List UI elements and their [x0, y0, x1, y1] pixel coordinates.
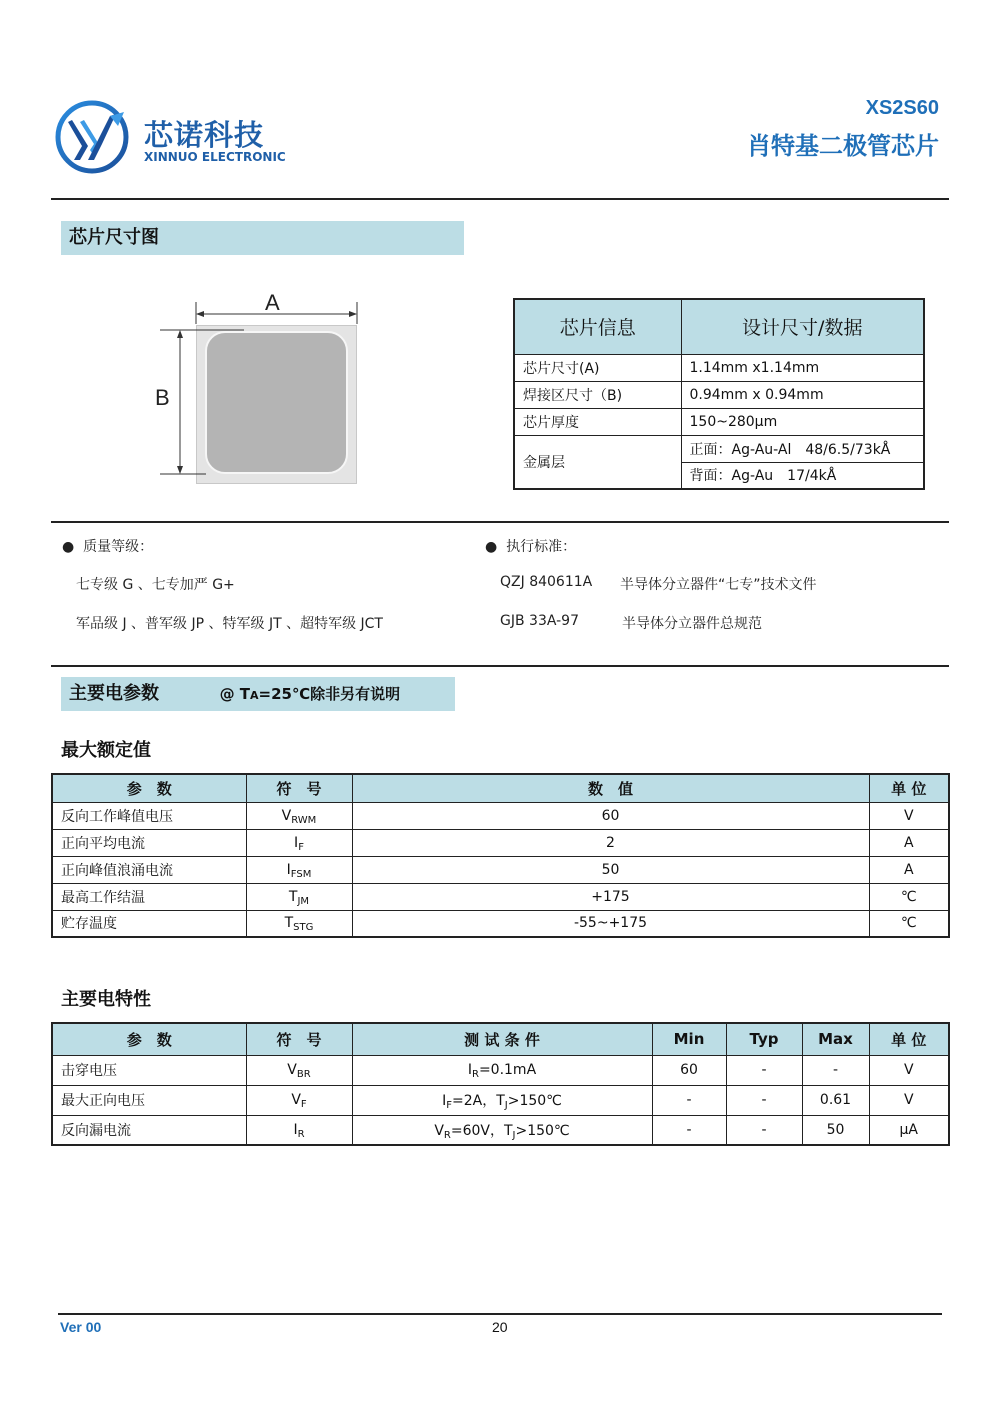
- param-name: 正向峰值浪涌电流: [52, 856, 246, 883]
- thickness-label: 芯片厚度: [514, 408, 681, 435]
- max-ratings-title: 最大额定值: [61, 740, 151, 761]
- company-logo-icon: [54, 100, 130, 174]
- electrical-title: 主要电参数: [69, 683, 159, 704]
- section-divider: [51, 665, 949, 667]
- header-param: 参 数: [52, 774, 246, 802]
- chip-section-title: 芯片尺寸图: [61, 221, 464, 255]
- param-name: 反向工作峰值电压: [52, 802, 246, 829]
- param-unit: ℃: [869, 910, 949, 937]
- param-condition: $I_F=2A$，$T_J>150℃$: [352, 1085, 652, 1115]
- model-number: XS2S60: [865, 97, 939, 119]
- header-min: Min: [652, 1023, 726, 1055]
- param-value: 50: [352, 856, 869, 883]
- brand-name-en: XINNUO ELECTRONIC: [144, 150, 286, 164]
- param-symbol: $I_R$: [246, 1115, 352, 1145]
- electrical-condition: @ TA=25℃除非另有说明: [219, 685, 401, 703]
- table-row: [52, 856, 949, 883]
- table-row: [52, 1085, 949, 1115]
- param-min: 60: [652, 1055, 726, 1085]
- standard-code-1: QZJ 840611A: [500, 574, 593, 590]
- quality-title: 质量等级：: [83, 539, 154, 555]
- param-value: 60: [352, 802, 869, 829]
- characteristics-title: 主要电特性: [61, 989, 151, 1010]
- header-value: 数 值: [352, 774, 869, 802]
- metal-front-value: 正面：Ag-Au-Al 48/6.5/73kÅ: [681, 435, 924, 462]
- chip-info-header-label: 芯片信息: [514, 299, 681, 354]
- page-number: 20: [492, 1319, 508, 1335]
- param-unit: A: [869, 829, 949, 856]
- quality-line-2: 军品级 J 、普军级 JP 、特军级 JT 、超特军级 JCT: [76, 616, 383, 632]
- param-symbol: $V_{RWM}$: [246, 802, 352, 829]
- standards-heading: [485, 536, 576, 556]
- param-min: -: [652, 1115, 726, 1145]
- thickness-value: 150~280μm: [681, 408, 924, 435]
- param-symbol: $T_{JM}$: [246, 883, 352, 910]
- header-condition: 测 试 条 件: [352, 1023, 652, 1055]
- param-symbol: $V_{BR}$: [246, 1055, 352, 1085]
- param-condition: $V_R=60V$，$T_J>150℃$: [352, 1115, 652, 1145]
- brand-name-cn: 芯诺科技: [144, 118, 265, 152]
- param-typ: -: [726, 1055, 802, 1085]
- param-name: 贮存温度: [52, 910, 246, 937]
- param-max: -: [802, 1055, 869, 1085]
- standard-desc-1: 半导体分立器件“七专”技术文件: [620, 577, 817, 593]
- chip-size-value: 1.14mm x1.14mm: [681, 354, 924, 381]
- table-row: [52, 802, 949, 829]
- header-typ: Typ: [726, 1023, 802, 1055]
- param-symbol: $I_F$: [246, 829, 352, 856]
- header-unit: 单 位: [869, 774, 949, 802]
- bullet-icon: ●: [485, 539, 498, 555]
- param-max: 50: [802, 1115, 869, 1145]
- param-symbol: $I_{FSM}$: [246, 856, 352, 883]
- param-unit: ℃: [869, 883, 949, 910]
- param-value: 2: [352, 829, 869, 856]
- header-divider: [51, 198, 949, 200]
- table-row: [514, 435, 924, 462]
- chip-info-table: [513, 298, 925, 490]
- param-max: 0.61: [802, 1085, 869, 1115]
- chip-info-header-value: 设计尺寸/数据: [681, 299, 924, 354]
- table-row: [514, 381, 924, 408]
- param-symbol: $V_F$: [246, 1085, 352, 1115]
- header-max: Max: [802, 1023, 869, 1055]
- metal-layer-label: 金属层: [514, 435, 681, 489]
- param-name: 击穿电压: [52, 1055, 246, 1085]
- param-symbol: $T_{STG}$: [246, 910, 352, 937]
- product-name: 肖特基二极管芯片: [747, 132, 939, 160]
- table-row: [52, 829, 949, 856]
- param-name: 正向平均电流: [52, 829, 246, 856]
- standard-code-2: GJB 33A-97: [500, 613, 579, 629]
- param-typ: -: [726, 1115, 802, 1145]
- pad-size-label: 焊接区尺寸（B): [514, 381, 681, 408]
- table-row: [52, 910, 949, 937]
- standard-desc-2: 半导体分立器件总规范: [622, 616, 762, 632]
- electrical-section-title: [61, 677, 455, 711]
- quality-line-1: 七专级 G 、七专加严 G+: [76, 577, 235, 593]
- dimension-a-label: A: [265, 290, 280, 315]
- param-name: 最大正向电压: [52, 1085, 246, 1115]
- section-divider: [51, 521, 949, 523]
- table-row: [514, 354, 924, 381]
- characteristics-table: [51, 1022, 950, 1146]
- param-unit: V: [869, 1085, 949, 1115]
- characteristics-header-row: [52, 1023, 949, 1055]
- dimension-b-label: B: [155, 385, 170, 410]
- table-row: [52, 883, 949, 910]
- header-symbol: 符 号: [246, 774, 352, 802]
- param-name: 反向漏电流: [52, 1115, 246, 1145]
- table-row: [52, 1055, 949, 1085]
- pad-size-value: 0.94mm x 0.94mm: [681, 381, 924, 408]
- standards-title: 执行标准：: [506, 539, 577, 555]
- version-label: Ver 00: [60, 1319, 102, 1335]
- param-value: -55~+175: [352, 910, 869, 937]
- param-value: +175: [352, 883, 869, 910]
- param-unit: V: [869, 1055, 949, 1085]
- bullet-icon: ●: [62, 539, 75, 555]
- table-row: [52, 1115, 949, 1145]
- param-unit: μA: [869, 1115, 949, 1145]
- header-unit: 单 位: [869, 1023, 949, 1055]
- param-typ: -: [726, 1085, 802, 1115]
- param-unit: A: [869, 856, 949, 883]
- max-ratings-header-row: [52, 774, 949, 802]
- header-symbol: 符 号: [246, 1023, 352, 1055]
- param-unit: V: [869, 802, 949, 829]
- quality-heading: [62, 536, 153, 556]
- header-param: 参 数: [52, 1023, 246, 1055]
- chip-size-label: 芯片尺寸(A): [514, 354, 681, 381]
- param-condition: $I_R=0.1mA$: [352, 1055, 652, 1085]
- param-min: -: [652, 1085, 726, 1115]
- metal-back-value: 背面：Ag-Au 17/4kÅ: [681, 462, 924, 489]
- max-ratings-table: [51, 773, 950, 938]
- footer-divider: [58, 1313, 942, 1315]
- dimension-lines: [150, 290, 370, 490]
- chip-info-header-row: [514, 299, 924, 354]
- param-name: 最高工作结温: [52, 883, 246, 910]
- table-row: [514, 408, 924, 435]
